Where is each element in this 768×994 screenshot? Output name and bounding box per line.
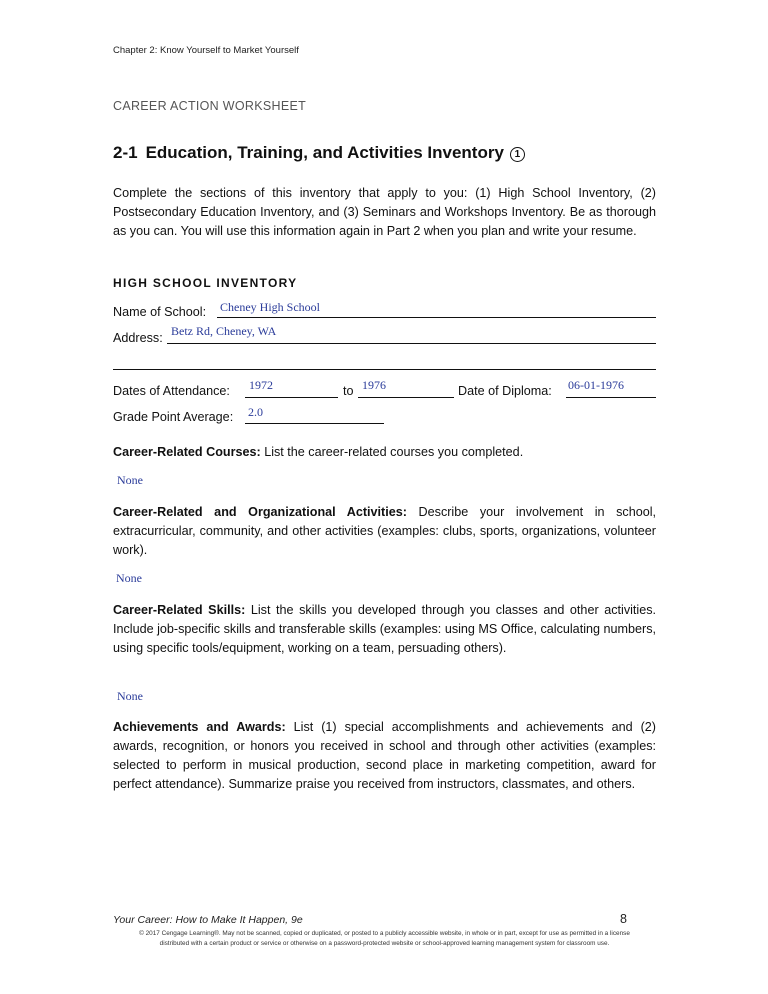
gpa-label: Grade Point Average: xyxy=(113,410,234,424)
footer-legal-line-1: © 2017 Cengage Learning®. May not be scanned, copied or duplicated, or posted to a publicly accessible website, in whole or in part, except for use as permitted in a license xyxy=(139,930,630,937)
skills-prompt: List the skills you developed through you classes and other activities. Include job-specific skills and transferable skills (examples: using MS Office, calculating numbers, using specific tools/equipment, working on a team, persuading others). xyxy=(113,603,657,655)
activities-answer[interactable]: None xyxy=(116,571,142,585)
chapter-header: Chapter 2: Know Yourself to Market Yourself xyxy=(113,45,299,56)
courses-answer[interactable]: None xyxy=(117,473,143,487)
diploma-label: Date of Diploma: xyxy=(458,384,552,398)
address-label: Address: xyxy=(113,331,163,345)
high-school-heading: HIGH SCHOOL INVENTORY xyxy=(113,276,298,290)
courses-section xyxy=(113,443,656,462)
dates-label: Dates of Attendance: xyxy=(113,384,230,398)
date-from-field[interactable] xyxy=(245,397,338,398)
address-field-line-2[interactable] xyxy=(113,369,656,370)
gpa-value: 2.0 xyxy=(248,405,263,419)
awards-heading: Achievements and Awards: xyxy=(113,720,286,734)
skills-section xyxy=(113,601,656,658)
skills-heading: Career-Related Skills: xyxy=(113,603,246,617)
awards-section xyxy=(113,718,656,794)
worksheet-title: CAREER ACTION WORKSHEET xyxy=(113,99,307,113)
activities-heading: Career-Related and Organizational Activities: xyxy=(113,505,407,519)
gpa-field[interactable] xyxy=(245,423,384,424)
school-name-field[interactable] xyxy=(217,317,656,318)
school-name-value: Cheney High School xyxy=(220,300,320,314)
section-title-text: Education, Training, and Activities Inventory xyxy=(145,143,504,162)
footer-book-title: Your Career: How to Make It Happen, 9e xyxy=(113,914,303,926)
address-field[interactable] xyxy=(167,343,656,344)
section-number: 2-1 xyxy=(113,143,138,162)
activities-prompt: Describe your involvement in school, extracurricular, community, and other activities (examples: clubs, sports, organizations, volunteer work). xyxy=(113,505,657,557)
activities-section xyxy=(113,503,656,560)
circled-one-icon: 1 xyxy=(510,147,525,162)
date-to-field[interactable] xyxy=(358,397,454,398)
diploma-field[interactable] xyxy=(566,397,656,398)
page-number: 8 xyxy=(620,912,627,926)
courses-heading: Career-Related Courses: xyxy=(113,445,261,459)
date-from-value: 1972 xyxy=(249,378,273,392)
footer-legal-line-2: distributed with a certain product or service or otherwise on a password-protected website or school-approved learning management system for classroom use. xyxy=(159,940,610,947)
section-title xyxy=(113,143,525,163)
school-name-label: Name of School: xyxy=(113,305,207,319)
courses-prompt: List the career-related courses you completed. xyxy=(264,445,524,459)
diploma-value: 06-01-1976 xyxy=(568,378,624,392)
date-to-value: 1976 xyxy=(362,378,386,392)
section-intro: Complete the sections of this inventory that apply to you: (1) High School Inventory, (2) Postsecondary Education Inventory, and (3) Seminars and Workshops Inventory. Be as thorough as you can. You will use this information again in Part 2 when you plan and write your resume. xyxy=(113,186,656,238)
to-label: to xyxy=(343,384,354,398)
address-value: Betz Rd, Cheney, WA xyxy=(171,324,277,338)
skills-answer[interactable]: None xyxy=(117,689,143,703)
awards-prompt: List (1) special accomplishments and achievements and (2) awards, recognition, or honors you received in school and through other activities (examples: selected to perform in musical production, second place in marketing competition, award for perfect attendance). Summarize praise you received from instructors, classmates, and others. xyxy=(113,720,656,791)
